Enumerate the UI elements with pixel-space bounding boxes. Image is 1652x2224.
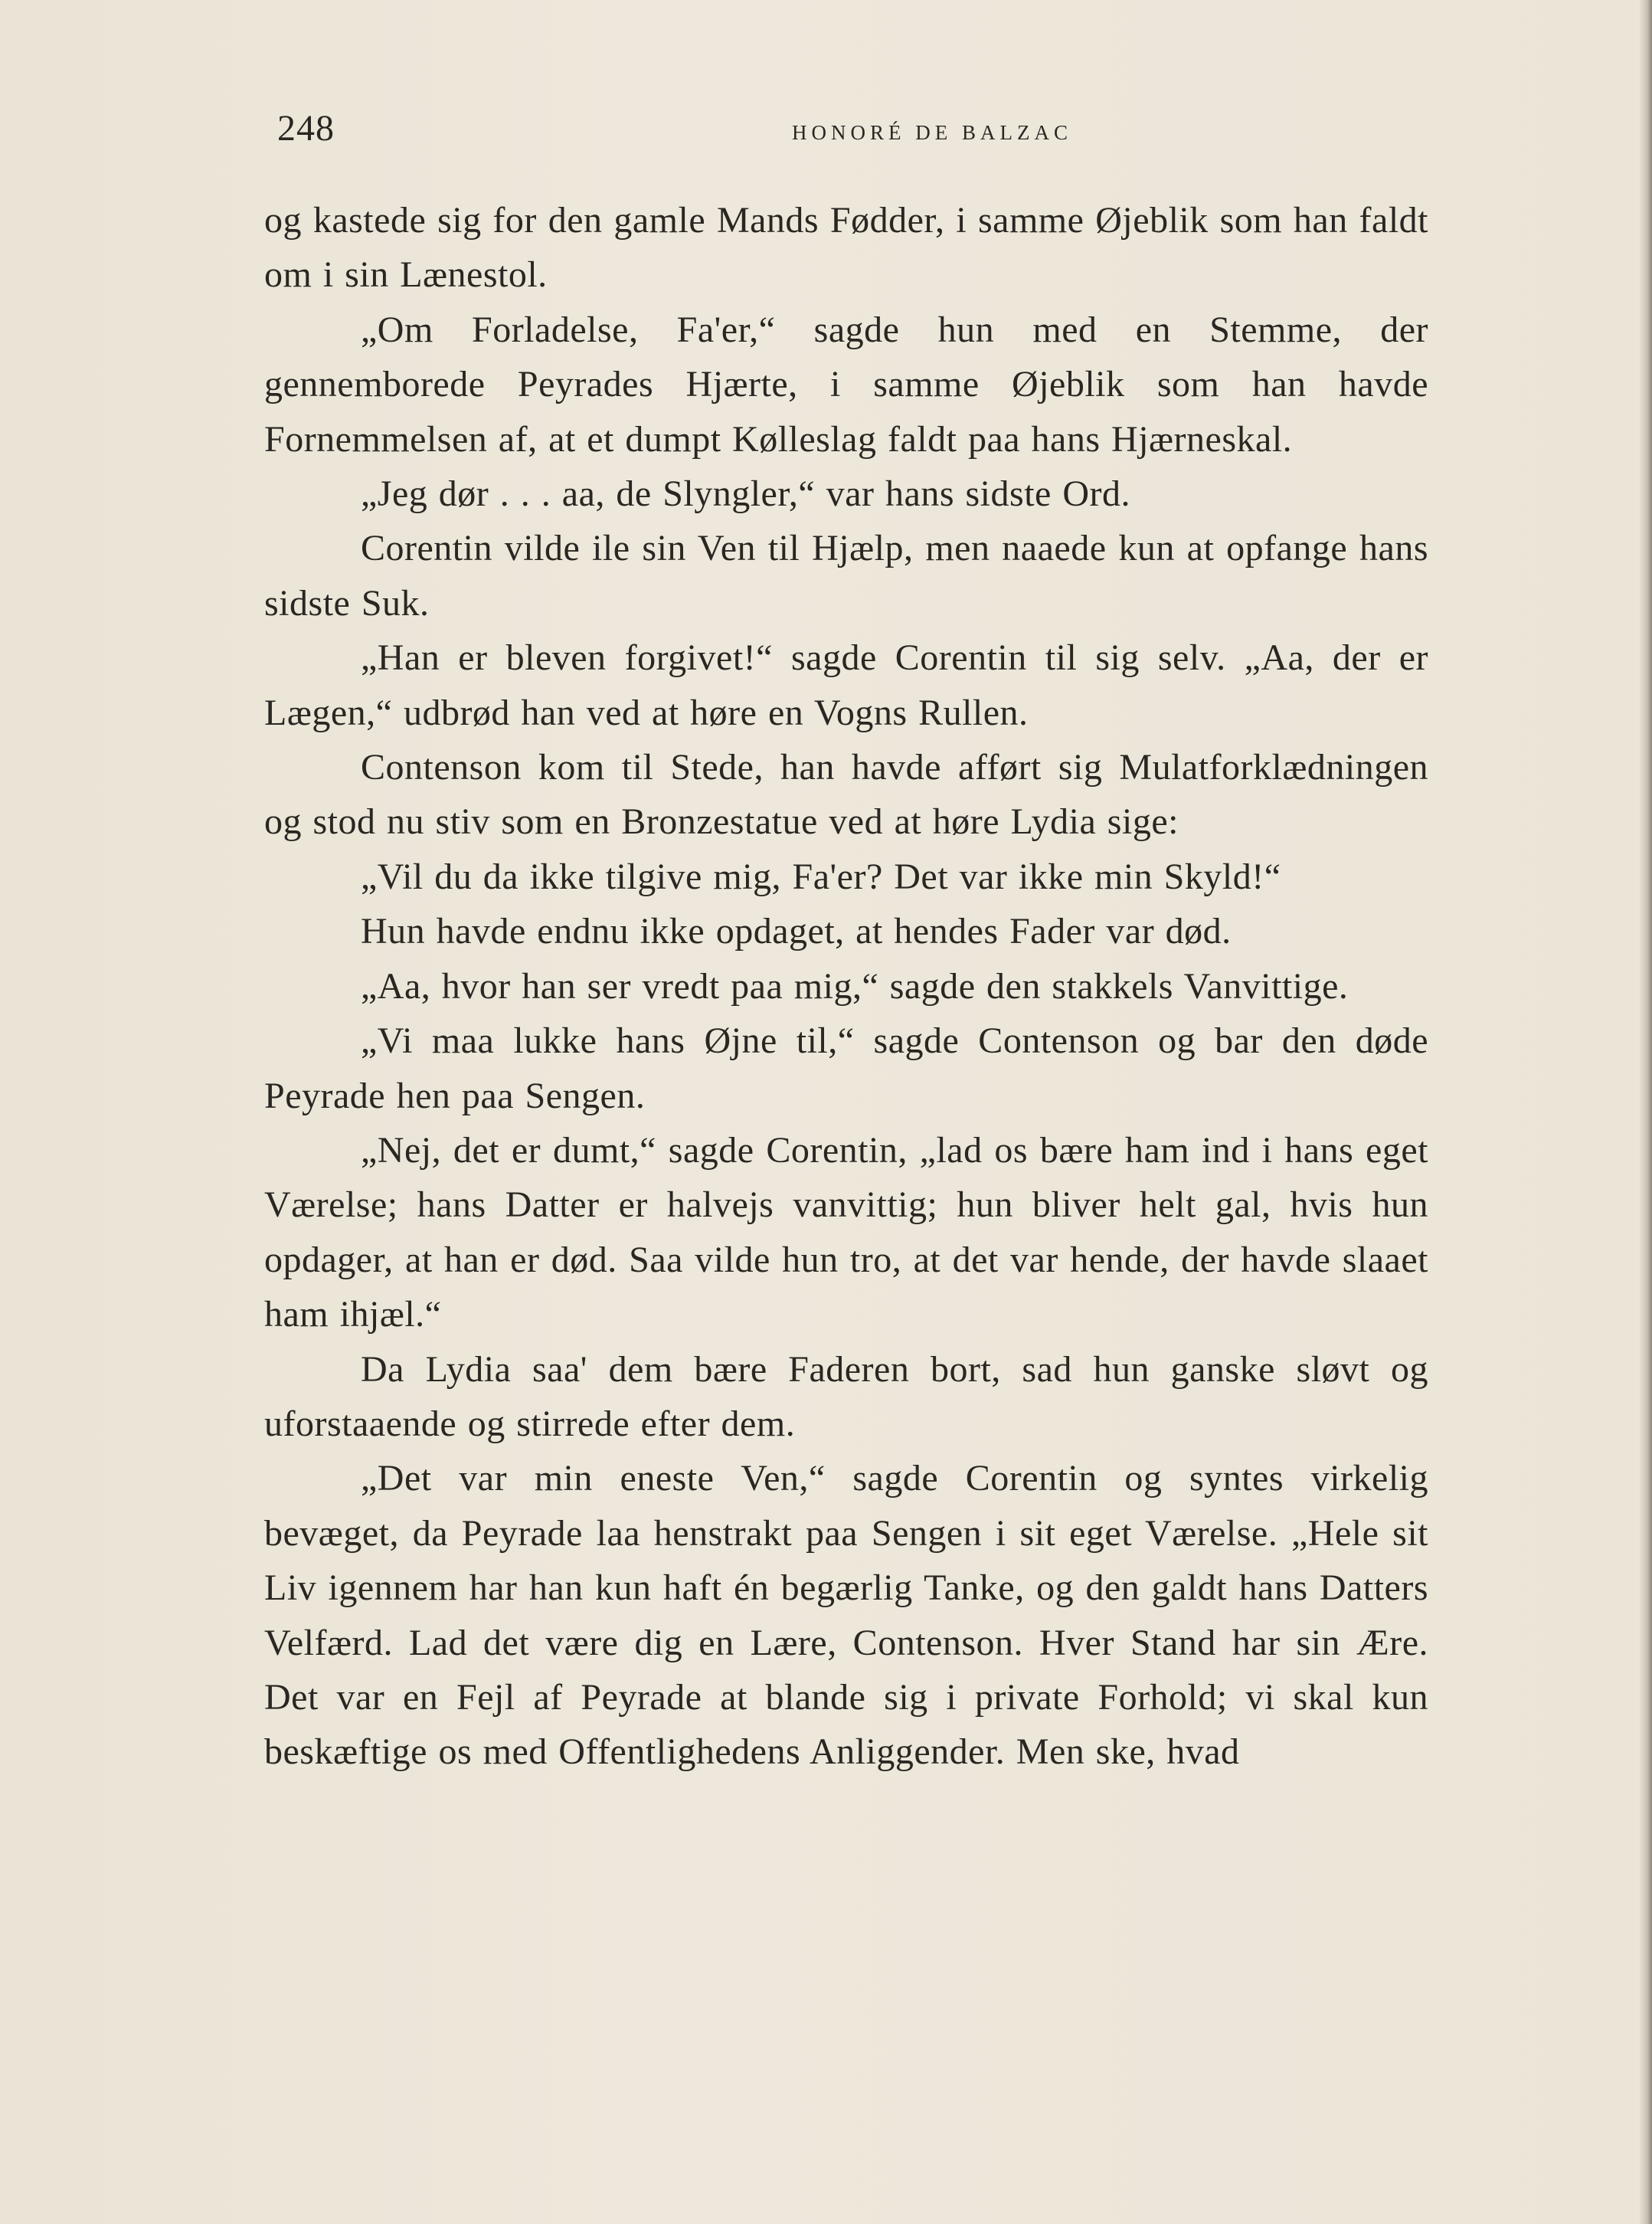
paragraph: „Han er bleven forgivet!“ sagde Corentin til sig selv. „Aa, der er Lægen,“ udbrød han ved at høre en Vogns Rullen. — [264, 637, 1428, 733]
paragraph: „Jeg dør . . . aa, de Slyngler,“ var hans sidste Ord. — [361, 473, 1130, 515]
running-header — [277, 100, 1441, 161]
paragraph: „Vi maa lukke hans Øjne til,“ sagde Contenson og bar den døde Peyrade hen paa Sengen. — [264, 1020, 1428, 1116]
paragraph: „Nej, det er dumt,“ sagde Corentin, „lad os bære ham ind i hans eget Værelse; hans Datter er halvejs vanvittig; hun bliver helt gal, hvis hun opdager, at han er død. Saa vilde hun tro, at det var hende, der havde slaaet ham ihjæl.“ — [264, 1129, 1428, 1335]
paragraph: „Vil du da ikke tilgive mig, Fa'er? Det var ikke min Skyld!“ — [361, 856, 1281, 897]
paragraph: og kastede sig for den gamle Mands Fødder, i samme Øjeblik som han faldt om i sin Lænestol. — [264, 200, 1428, 296]
paragraph: „Om Forladelse, Fa'er,“ sagde hun med en Stemme, der gennemborede Peyrades Hjærte, i samme Øjeblik som han havde Fornemmelsen af, at et dumpt Kølleslag faldt paa hans Hjærneskal. — [264, 309, 1428, 460]
paragraph: Contenson kom til Stede, han havde afført sig Mulatforklædningen og stod nu stiv som en Bronzestatue ved at høre Lydia sige: — [264, 747, 1428, 843]
page-edge-shadow — [1640, 0, 1652, 2224]
paragraph: Da Lydia saa' dem bære Faderen bort, sad hun ganske sløvt og uforstaaende og stirrede efter dem. — [264, 1348, 1428, 1444]
body-text — [264, 193, 1428, 1780]
paragraph: „Aa, hvor han ser vredt paa mig,“ sagde den stakkels Vanvittige. — [361, 965, 1349, 1007]
paragraph: Hun havde endnu ikke opdaget, at hendes Fader var død. — [361, 911, 1232, 952]
paragraph: „Det var min eneste Ven,“ sagde Corentin og syntes virkelig bevæget, da Peyrade laa henstrakt paa Sengen i sit eget Værelse. „Hele sit Liv igennem har han kun haft én begærlig Tanke, og den galdt hans Datters Velfærd. Lad det være dig en Lære, Contenson. Hver Stand har sin Ære. Det var en Fejl af Peyrade at blande sig i private Forhold; vi skal kun beskæftige os med Offentlighedens Anliggender. Men ske, hvad — [264, 1458, 1428, 1773]
page-number: 248 — [277, 108, 335, 149]
paragraph: Corentin vilde ile sin Ven til Hjælp, men naaede kun at opfange hans sidste Suk. — [264, 528, 1428, 624]
running-title: HONORÉ DE BALZAC — [792, 121, 1072, 144]
